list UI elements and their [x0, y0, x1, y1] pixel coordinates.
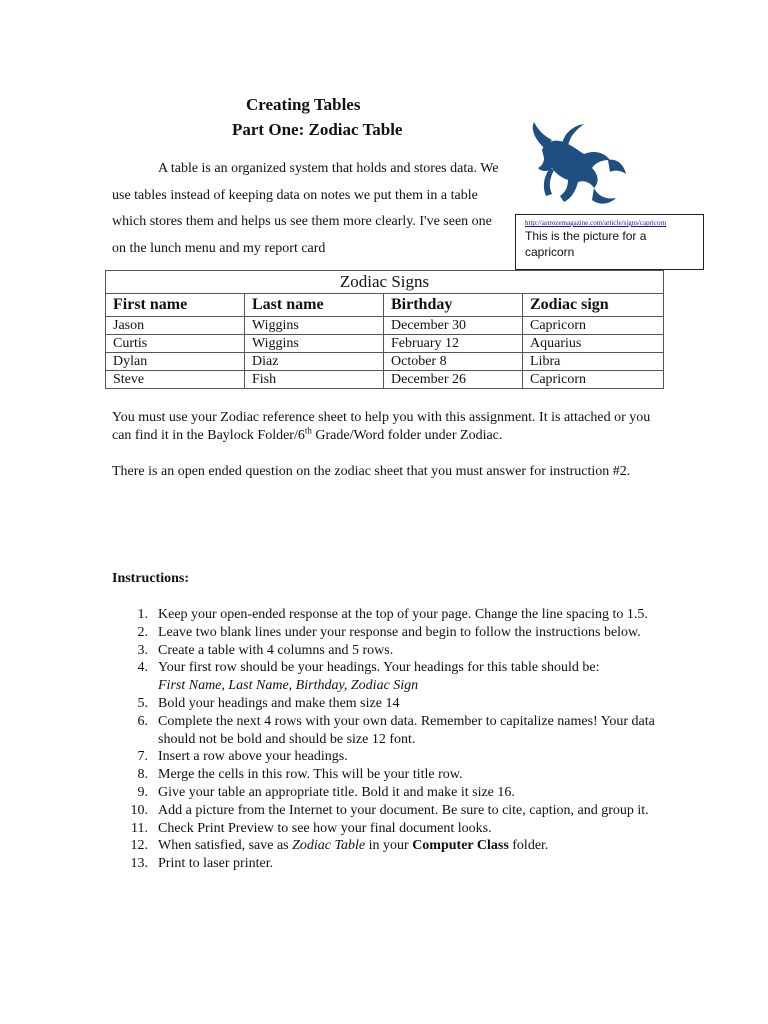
list-item: 9. Give your table an appropriate title. Bold it and make it size 16. — [137, 784, 515, 800]
title-creating-tables: Creating Tables — [246, 95, 361, 114]
table-header-row — [106, 294, 664, 317]
table-row — [106, 353, 664, 371]
list-item: 11. Check Print Preview to see how your final document looks. — [131, 820, 492, 836]
cell-zodiac-sign: Capricorn — [523, 371, 664, 389]
picture-caption: This is the picture for a capricorn — [525, 229, 647, 259]
table-title: Zodiac Signs — [106, 271, 664, 294]
list-item: 1. Keep your open-ended response at the top of your page. Change the line spacing to 1.5. — [137, 607, 648, 622]
cell-birthday: February 12 — [384, 335, 523, 353]
list-item: 3. Create a table with 4 columns and 5 rows. — [137, 642, 394, 658]
list-item: 13. Print to laser printer. — [130, 856, 274, 872]
list-item: 7. Insert a row above your headings. — [137, 749, 348, 765]
cell-zodiac-sign: Aquarius — [523, 335, 664, 353]
picture-caption-box — [515, 214, 704, 270]
cell-last-name: Wiggins — [245, 335, 384, 353]
cell-first-name: Curtis — [106, 335, 245, 353]
cell-first-name: Steve — [106, 371, 245, 389]
intro-paragraph — [112, 156, 507, 262]
list-item: 2. Leave two blank lines under your response and begin to follow the instructions below. — [137, 624, 641, 640]
instructions-heading: Instructions: — [112, 571, 190, 586]
capricorn-goat-icon — [528, 120, 628, 210]
title-part-one: Part One: Zodiac Table — [232, 120, 403, 139]
cell-first-name: Dylan — [106, 353, 245, 371]
zodiac-table — [105, 270, 664, 389]
table-row — [106, 371, 664, 389]
list-item: 10. Add a picture from the Internet to your document. Be sure to cite, caption, and group it. — [130, 802, 649, 818]
list-item: 12. When satisfied, save as Zodiac Table in your Computer Class folder. — [130, 838, 549, 854]
cell-first-name: Jason — [106, 317, 245, 335]
cell-last-name: Wiggins — [245, 317, 384, 335]
picture-source-link[interactable]: http://astrozemagazine.com/article/signs/capricorn — [525, 219, 667, 227]
header-first-name: First name — [106, 294, 245, 317]
cell-birthday: December 30 — [384, 317, 523, 335]
list-item: 6. Complete the next 4 rows with your own data. Remember to capitalize names! Your data should not be bold and should be size 12 font. — [137, 713, 655, 747]
capricorn-picture — [528, 120, 628, 210]
instructions-list — [112, 606, 657, 873]
cell-last-name: Diaz — [245, 353, 384, 371]
header-last-name: Last name — [245, 294, 384, 317]
cell-zodiac-sign: Libra — [523, 353, 664, 371]
list-item: 4. Your first row should be your headings. Your headings for this table should be: First Name, Last Name, Birthday, Zodiac Sign — [137, 660, 600, 694]
open-ended-question-paragraph: There is an open ended question on the zodiac sheet that you must answer for instruction #2. — [112, 464, 631, 479]
list-item: 5. Bold your headings and make them size 14 — [137, 695, 400, 711]
list-item: 8. Merge the cells in this row. This will be your title row. — [137, 767, 463, 783]
cell-last-name: Fish — [245, 371, 384, 389]
intro-text: A table is an organized system that holds and stores data. We use tables instead of keeping data on notes we put them in a table which stores them and helps us see them more clearly. I've seen one on the lunch menu and my report card — [112, 161, 499, 256]
table-row — [106, 317, 664, 335]
reference-sheet-paragraph: You must use your Zodiac reference sheet to help you with this assignment. It is attached or you can find it in the Baylock Folder/6th Grade/Word folder under Zodiac. — [112, 410, 651, 443]
cell-zodiac-sign: Capricorn — [523, 317, 664, 335]
header-birthday: Birthday — [384, 294, 523, 317]
header-zodiac-sign: Zodiac sign — [523, 294, 664, 317]
cell-birthday: October 8 — [384, 353, 523, 371]
table-row — [106, 335, 664, 353]
cell-birthday: December 26 — [384, 371, 523, 389]
